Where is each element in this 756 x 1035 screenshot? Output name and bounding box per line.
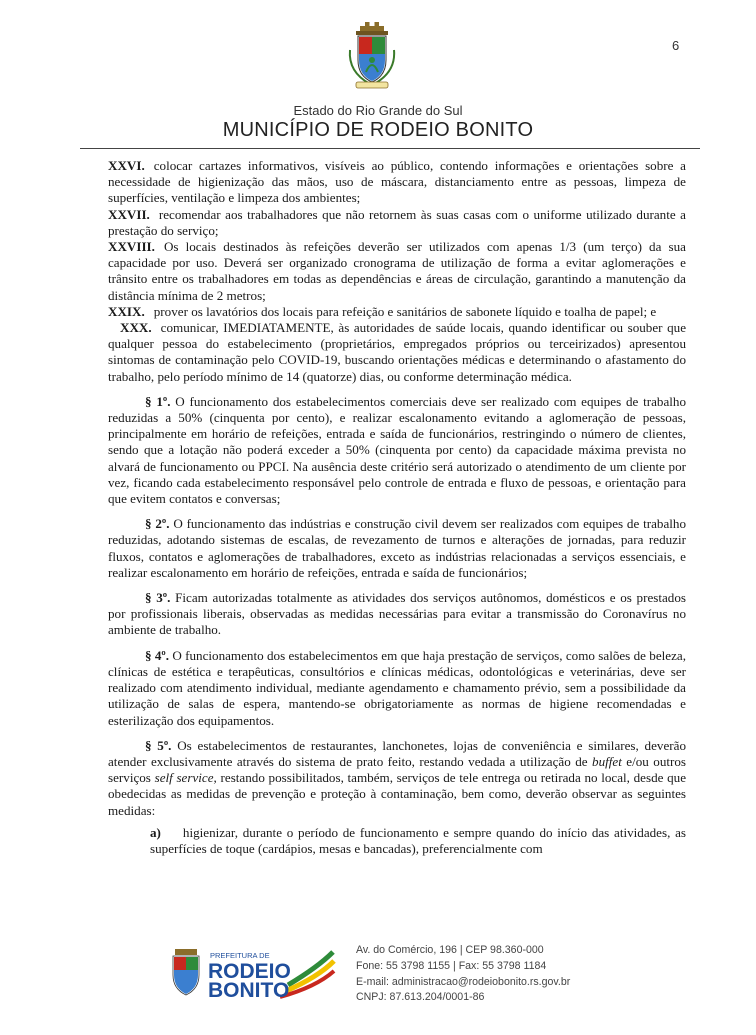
- document-body: [108, 158, 686, 857]
- page-number: 6: [672, 38, 680, 53]
- item-xxix: XXIX. prover os lavatórios dos locais para refeição e sanitários de sabonete líquido e toalha de papel; e: [108, 303, 657, 319]
- header-divider: [80, 148, 700, 149]
- logo-rodeio: RODEIO: [208, 960, 291, 983]
- footer-crest-icon: [173, 949, 199, 995]
- footer-phone: Fone: 55 3798 1155 | Fax: 55 3798 1184: [356, 959, 547, 972]
- paragraph-3: § 3º. Ficam autorizadas totalmente as atividades dos serviços autônomos, domésticos e os prestados por profissionais liberais, observadas as medidas necessárias para evitar a transmissão do Coronavírus no ambiente de trabalho.: [108, 590, 686, 638]
- state-name: Estado do Rio Grande do Sul: [293, 103, 463, 118]
- footer-email: E-mail: administracao@rodeiobonito.rs.gov.br: [356, 975, 571, 988]
- paragraph-4: § 4º. O funcionamento dos estabelecimentos em que haja prestação de serviços, como salões de beleza, clínicas de estética e terapêuticas, consultórios e clínicas médicas, odontológicas e veterinárias, deve ser realizado com atendimento individual, mediante agendamento e chamamento prévio, sem a possibilidade da utilização de salas de espera, mantendo-se obrigatoriamente as normas de higiene recomendadas e esterilização dos equipamentos.: [108, 647, 686, 728]
- paragraph-1: § 1º. O funcionamento dos estabelecimentos comerciais deve ser realizado com equipes de trabalho reduzidas a 50% (cinquenta por cento), e realizar escalonamento evitando a aglomeração de pessoas, principalmente em horário de refeições, entrada e saída de funcionários, restringindo o número de clientes, sendo que a lotação não poderá exceder a 50% (cinquenta por cento) da capacidade máxima prevista no alvará de funcionamento ou PPCI. Na ausência deste critério será autorizado o atendimento de um cliente por vez, ficando cada estabelecimento responsável pelo controle de entrada e fluxo de pessoas, e orientação para que evitem contatos e conversas;: [108, 393, 686, 507]
- paragraph-5: § 5º. Os estabelecimentos de restaurantes, lanchonetes, lojas de conveniência e similares, deverão atender exclusivamente através do sistema de prato feito, restando vedada a utilização de buffet e/ou outros serviços self service, restando possibilitados, também, serviços de tele entrega ou retirada no local, desde que obedecidas as medidas de prevenção e proteção à contaminação, bem como, deverão observar as seguintes medidas:: [108, 737, 687, 818]
- item-xxvi: XXVI. colocar cartazes informativos, visíveis ao público, contendo informações e orientações sobre a necessidade de higienização das mãos, uso de máscara, distanciamento entre as pessoas, limpeza de superfícies, ventilação e limpeza dos ambientes;: [108, 158, 686, 206]
- municipality-title: MUNICÍPIO DE RODEIO BONITO: [222, 119, 534, 141]
- item-xxvii: XXVII. recomendar aos trabalhadores que não retornem às suas casas com o uniforme utilizado durante a prestação do serviço;: [108, 206, 686, 238]
- item-xxviii: XXVIII. Os locais destinados às refeições deverão ser utilizados com apenas 1/3 (um terço) da sua capacidade por uso. Deverá ser organizado cronograma de utilização de forma a evitar aglomerações e trânsito entre os trabalhadores em todas as dependências e áreas de circulação, garantindo a manutenção da distância mínima de 2 metros;: [108, 239, 686, 303]
- sub-item-a: a) higienizar, durante o período de funcionamento e sempre quando do início das atividades, as superfícies de toque (cardápios, mesas e bancadas), preferencialmente com: [150, 824, 686, 856]
- coat-of-arms-icon: [340, 20, 404, 90]
- paragraph-2: § 2º. O funcionamento das indústrias e construção civil devem ser realizados com equipes de trabalho reduzidas, adotando sistemas de escalas, de revezamento de turnos e alterações de jornadas, para reduzir fluxos, contatos e aglomerações de trabalhadores, exceto as indústrias relacionadas a serviços essenciais, e realizar escalonamento em horário de refeições, entrada e saída de funcionários;: [108, 516, 686, 580]
- logo-bonito: BONITO: [208, 979, 290, 999]
- footer-logo: [168, 947, 338, 999]
- item-xxx: XXX. comunicar, IMEDIATAMENTE, às autoridades de saúde locais, quando identificar ou souber que qualquer pessoa do estabelecimento (proprietários, empregados próprios ou terceirizados) apresentou sintomas de contaminação pelo COVID-19, buscando orientações médicas e determinando o afastamento do trabalho, pelo período mínimo de 14 (quatorze) dias, ou conforme determinação médica.: [108, 320, 686, 384]
- footer-cnpj: CNPJ: 87.613.204/0001-86: [356, 991, 485, 1004]
- footer-address: Av. do Comércio, 196 | CEP 98.360-000: [356, 944, 544, 956]
- footer-contact: [356, 943, 570, 1006]
- logo-small-text: PREFEITURA DE: [210, 951, 270, 960]
